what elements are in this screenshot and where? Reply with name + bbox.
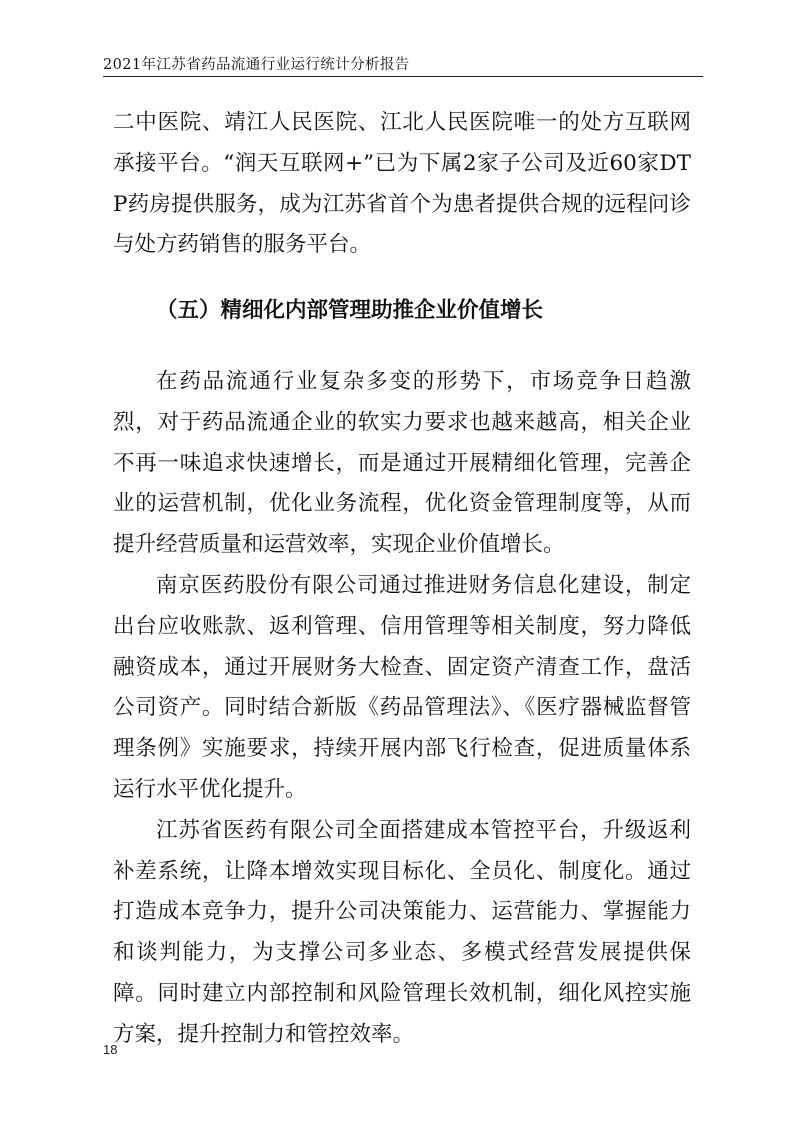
paragraph-intro: 在药品流通行业复杂多变的形势下，市场竞争日趋激烈，对于药品流通企业的软实力要求也越来越高，相关企业不再一味追求快速增长，而是通过开展精细化管理，完善企业的运营机制，优化业务流程，优化资金管理制度等，从而提升经营质量和运营效率，实现企业价值增长。 <box>113 368 691 558</box>
page-number: 18 <box>103 1042 118 1057</box>
paragraph-jiangsu-pharma: 江苏省医药有限公司全面搭建成本管控平台，升级返利补差系统，让降本增效实现目标化、全员化、制度化。通过打造成本竞争力，提升公司决策能力、运营能力、掌握能力和谈判能力，为支撑公司多业态、多模式经营发展提供保障。同时建立内部控制和风险管理长效机制，细化风控实施方案，提升控制力和管控效率。 <box>113 817 691 1047</box>
header-divider <box>103 76 703 77</box>
paragraph-continued: 二中医院、靖江人民医院、江北人民医院唯一的处方互联网承接平台。“润天互联网+”已为下属2家子公司及近60家DTP药房提供服务，成为江苏省首个为患者提供合规的远程问诊与处方药销售的服务平台。 <box>113 110 691 258</box>
running-header-title: 2021年江苏省药品流通行业运行统计分析报告 <box>103 57 410 73</box>
section-heading: （五）精细化内部管理助推企业价值增长 <box>156 298 544 324</box>
paragraph-nanjing-pharma: 南京医药股份有限公司通过推进财务信息化建设，制定出台应收账款、返利管理、信用管理等相关制度，努力降低融资成本，通过开展财务大检查、固定资产清查工作，盘活公司资产。同时结合新版《药品管理法》、《医疗器械监督管理条例》实施要求，持续开展内部飞行检查，促进质量体系运行水平优化提升。 <box>113 572 691 802</box>
document-body <box>113 103 691 1056</box>
